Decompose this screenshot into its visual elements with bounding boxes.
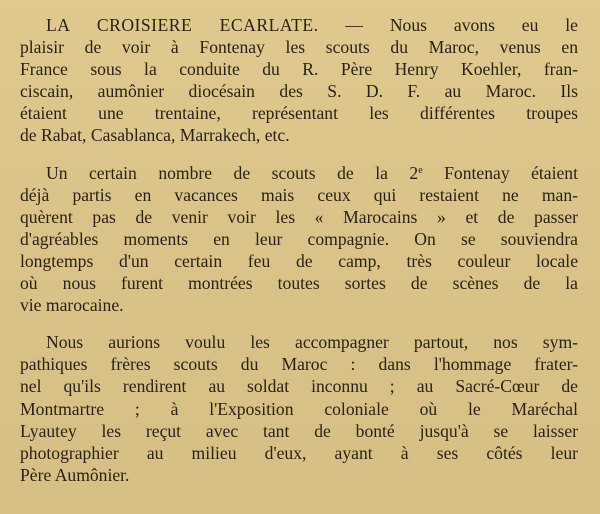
text-line: Lyautey les reçut avec tant de bonté jusqu'à se laisser [20,420,578,441]
text-line-content: — Nous avons eu le [345,15,578,35]
text-line: plaisir de voir à Fontenay les scouts du Maroc, venus en [20,37,578,58]
text-line: déjà partis en vacances mais ceux qui restaient ne man- [20,184,578,205]
text-line: d'agréables moments en leur compagnie. On se souviendra [20,228,578,249]
text-line: où nous furent montrées toutes sortes de scènes de la [20,273,578,294]
paragraph-gap [20,316,578,331]
article-heading: LA CROISIERE ECARLATE. [46,15,319,35]
text-line: nel qu'ils rendirent au soldat inconnu ; au Sacré-Cœur de [20,376,578,397]
text-line-content: Un certain nombre de scouts de la 2 [46,162,419,183]
text-line: France sous la conduite du R. Père Henry Koehler, fran- [20,59,578,80]
text-line [20,162,578,184]
paragraph-1 [20,14,578,147]
text-line: quèrent pas de venir voir les « Marocains » et de passer [20,206,578,227]
text-line: longtemps d'un certain feu de camp, très couleur locale [20,250,578,271]
text-line: photographier au milieu d'eux, ayant à ses côtés leur [20,442,578,463]
text-line: de Rabat, Casablanca, Marrakech, etc. [20,125,290,146]
text-line [20,14,578,36]
paragraph-3 [20,331,578,486]
text-line: pathiques frères scouts du Maroc : dans l'hommage frater- [20,354,578,375]
text-line: ciscain, aumônier diocésain des S. D. F. au Maroc. Ils [20,81,578,102]
paragraph-gap [20,147,578,162]
text-line: Montmartre ; à l'Exposition coloniale où le Maréchal [20,398,578,419]
ordinal-superscript: e [418,164,423,176]
text-line: Père Aumônier. [20,464,130,485]
text-line: vie marocaine. [20,295,124,316]
text-line-content: Fontenay étaient [422,162,578,183]
text-line: Nous aurions voulu les accompagner partout, nos sym- [46,332,578,353]
paragraph-2 [20,162,578,317]
text-line: étaient une trentaine, représentant les différentes troupes [20,103,578,124]
